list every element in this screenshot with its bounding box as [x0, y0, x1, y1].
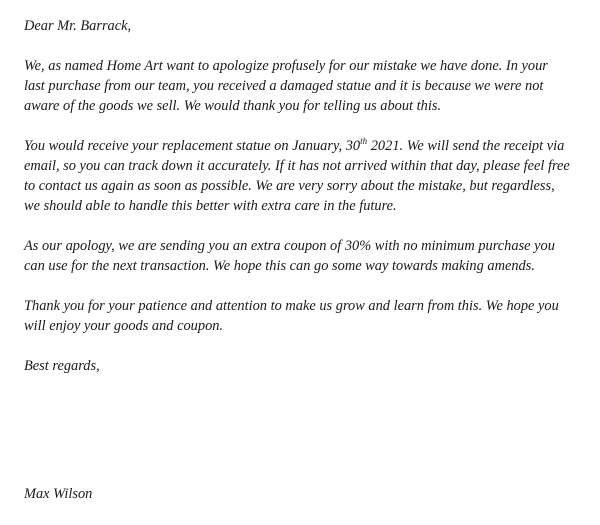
replacement-text-start: You would receive your replacement statue on January, 30: [24, 138, 361, 154]
paragraph-apology: We, as named Home Art want to apologize profusely for our mistake we have done. In your last purchase from our team, you received a damaged statue and it is because we were not aware of the goods we sell. We would thank you for telling us about this.: [24, 58, 548, 114]
paragraph-thanks: Thank you for your patience and attention to make us grow and learn from this. We hope you will enjoy your goods and coupon.: [24, 298, 559, 334]
replacement-text-end: 2021. We will send the receipt via email, so you can track down it accurately. If it has not arrived within that day, please feel free to contact us again as soon as possible. We are very sorry about the mistake, but regardless, we should able to handle this better with extra care in the future.: [24, 138, 570, 214]
signature: Max Wilson: [24, 486, 93, 502]
closing: Best regards,: [24, 358, 100, 374]
paragraph-replacement: [24, 136, 572, 216]
salutation: Dear Mr. Barrack,: [24, 18, 132, 34]
paragraph-coupon: As our apology, we are sending you an extra coupon of 30% with no minimum purchase you can use for the next transaction. We hope this can go some way towards making amends.: [24, 238, 555, 274]
letter-body: [24, 16, 572, 502]
date-ordinal-suffix: th: [360, 136, 368, 147]
